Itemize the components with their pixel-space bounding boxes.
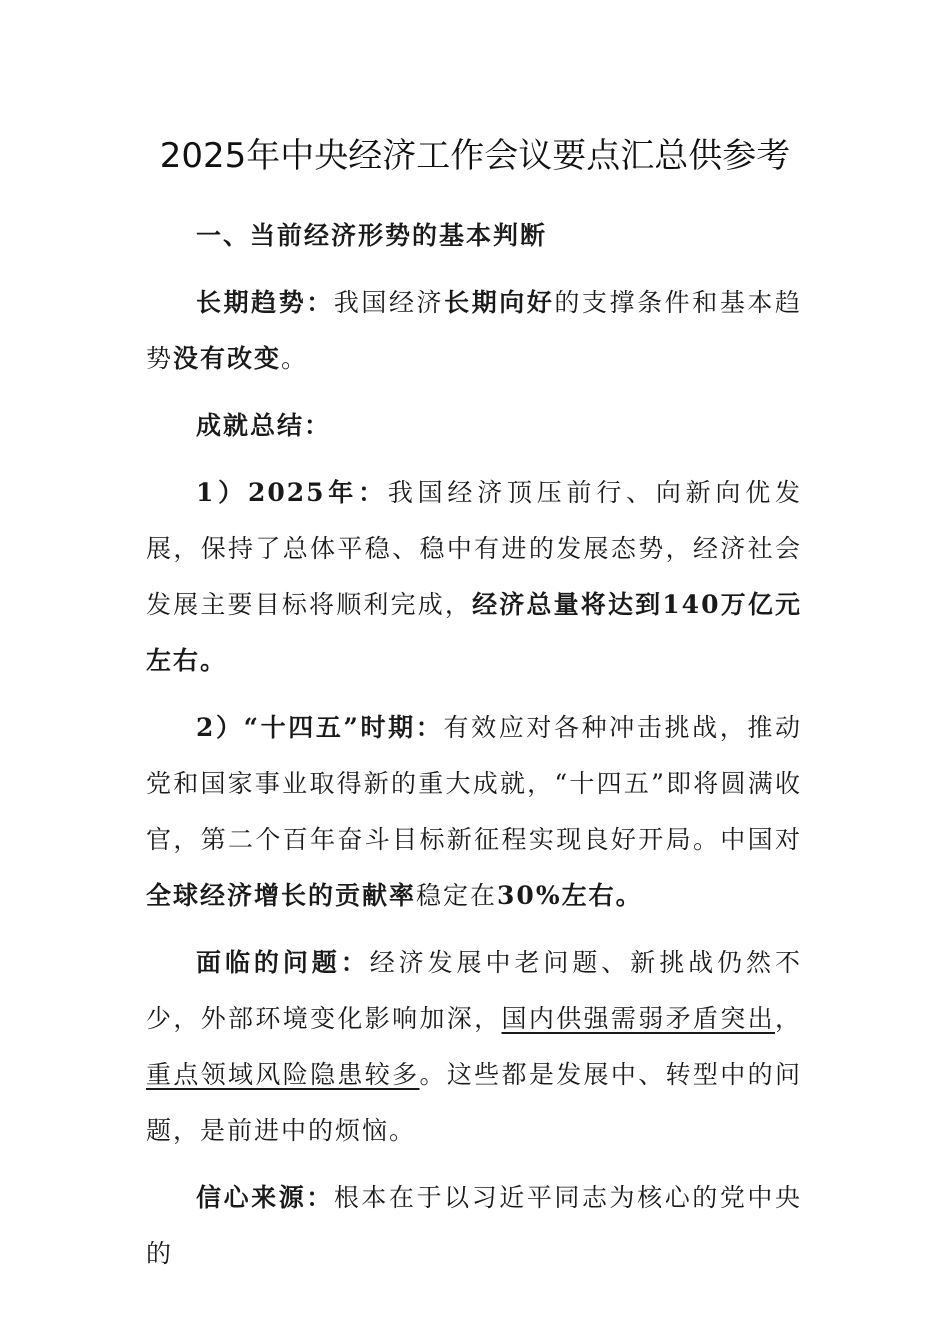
problems-label: 面临的问题： [196, 948, 370, 977]
item2-bold-1: 全球经济增长的贡献率 [146, 881, 417, 910]
trend-text-1: 我国经济 [333, 288, 445, 317]
paragraph-item-2 [146, 700, 802, 924]
problems-underline-2: 重点领域风险隐患较多 [146, 1060, 420, 1089]
problems-text-2: ， [774, 1004, 802, 1033]
trend-bold-1: 长期向好 [444, 288, 555, 317]
paragraph-item-1 [146, 465, 802, 689]
paragraph-problems [146, 935, 802, 1159]
item2-text-1: 有效应对各种冲击挑战，推动党和国家事业取得新的重大成就，“十四五”即将圆满收官，第二个百年奋斗目标新征程实现良好开局。中国对 [146, 713, 802, 854]
trend-label: 长期趋势： [196, 288, 334, 317]
achievement-label: 成就总结： [196, 411, 332, 440]
confidence-text: 根本在于以习近平同志为核心的党中央的 [146, 1183, 802, 1268]
trend-text-3: 。 [281, 344, 309, 373]
item1-bold: 经济总量将达到140万亿元左右。 [146, 590, 802, 675]
trend-text-2: 的支撑条件和基本趋势 [146, 288, 802, 373]
problems-text-1: 经济发展中老问题、新挑战仍然不少，外部环境变化影响加深， [146, 948, 802, 1033]
item2-text-2: 稳定在 [416, 881, 498, 910]
item2-bold-2: 30%左右。 [497, 881, 643, 910]
item1-label: 1）2025年： [196, 478, 388, 507]
document-body [146, 208, 802, 1293]
item2-label: 2）“十四五”时期： [196, 713, 444, 742]
problems-underline-1: 国内供强需弱矛盾突出 [501, 1004, 775, 1033]
paragraph-confidence [146, 1170, 802, 1282]
trend-bold-2: 没有改变 [173, 344, 282, 373]
document-title: 2025年中央经济工作会议要点汇总供参考 [159, 136, 791, 176]
confidence-label: 信心来源： [196, 1183, 334, 1212]
problems-text-3: 。这些都是发展中、转型中的问题，是前进中的烦恼。 [146, 1060, 802, 1145]
paragraph-long-term-trend [146, 275, 802, 387]
item1-text: 我国经济顶压前行、向新向优发展，保持了总体平稳、稳中有进的发展态势，经济社会发展主要目标将顺利完成， [146, 478, 802, 619]
section-heading: 一、当前经济形势的基本判断 [196, 221, 548, 250]
